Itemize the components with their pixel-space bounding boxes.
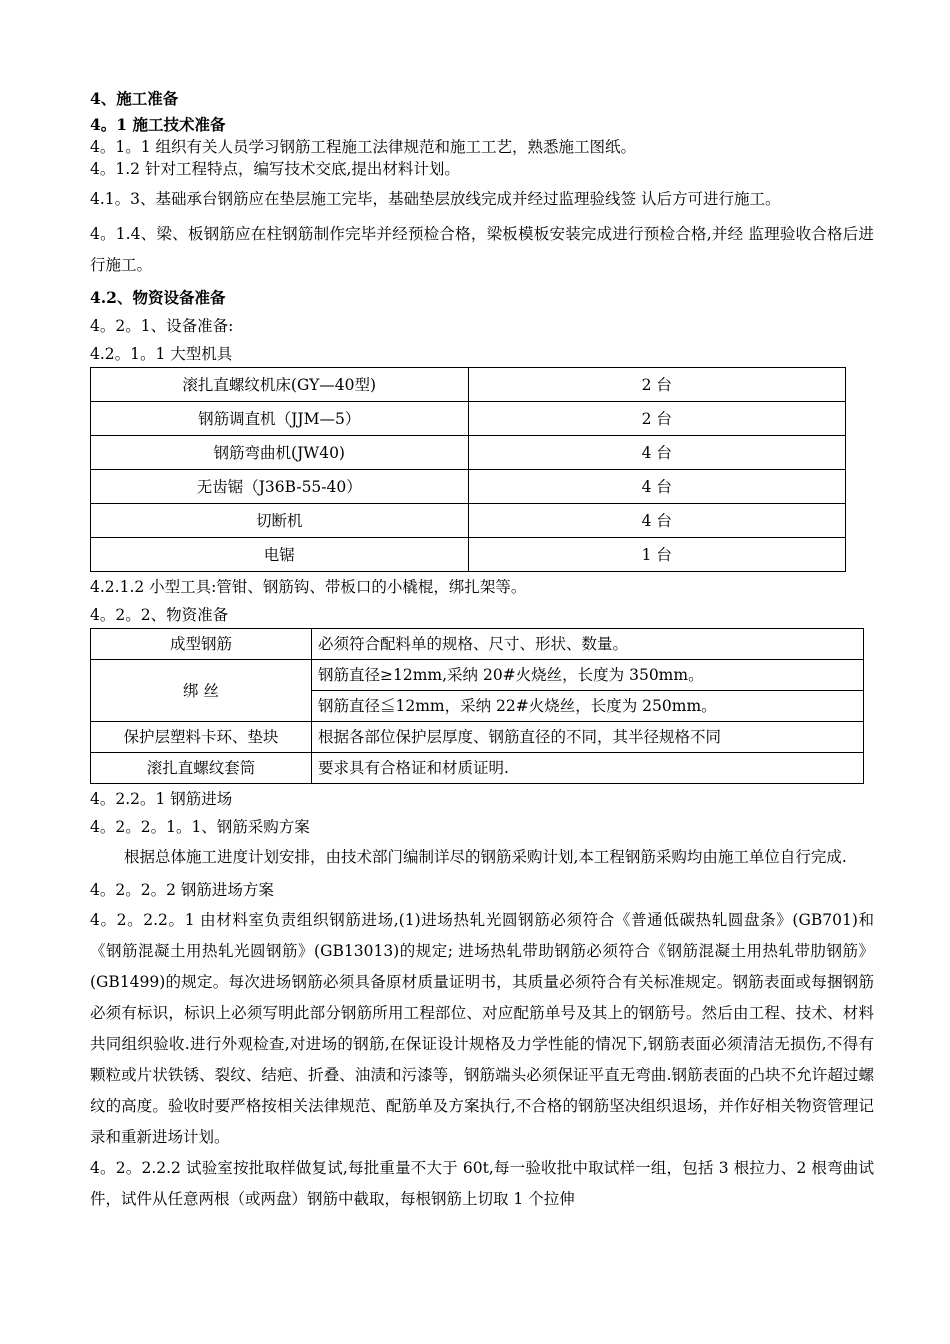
material-desc: 必须符合配料单的规格、尺寸、形状、数量。	[312, 629, 864, 660]
item-4-2-2: 4。2。2、物资准备	[90, 606, 229, 624]
table-row	[91, 753, 864, 784]
item-4-1-1: 4。1。1 组织有关人员学习钢筋工程施工法律规范和施工工艺，熟悉施工图纸。	[90, 138, 637, 156]
item-4-2-1-1: 4.2。1。1 大型机具	[90, 345, 233, 363]
item-4-2-1: 4。2。1、设备准备:	[90, 317, 234, 335]
paragraph-entry-plan: 4。2。2.2。1 由材料室负责组织钢筋进场,(1)进场热轧光圆钢筋必须符合《普通低碳热轧圆盘条》(GB701)和《钢筋混凝土用热轧光圆钢筋》(GB13013)的规定; 进场热轧带助钢筋必须符合《钢筋混凝土用热轧带肋钢筋》(GB1499)的规定。每次进场钢筋必须具备原材质量证明书，其质量必须符合有关标准规定。钢筋表面或每捆钢筋必须有标识，标识上必须写明此部分钢筋所用工程部位、对应配筋单号及其上的钢筋号。然后由工程、技术、材料共同组织验收.进行外观检查,对进场的钢筋,在保证设计规格及力学性能的情况下,钢筋表面必须清洁无损伤,不得有颗粒或片状铁锈、裂纹、结疤、折叠、油渍和污漆等，钢筋端头必须保证平直无弯曲.钢筋表面的凸块不允许超过螺纹的高度。验收时要严格按相关法律规范、配筋单及方案执行,不合格的钢筋坚决组织退场，并作好相关物资管理记录和重新进场计划。	[90, 911, 874, 1146]
material-desc: 钢筋直径≥12mm,采纳 20#火烧丝，长度为 350mm。	[312, 660, 864, 691]
table-row	[91, 368, 846, 402]
equipment-table	[90, 367, 846, 572]
item-4-1-2: 4。1.2 针对工程特点，编写技术交底,提出材料计划。	[90, 160, 460, 178]
equipment-name: 切断机	[91, 504, 469, 538]
item-4-2-2-2: 4。2。2。2 钢筋进场方案	[90, 881, 274, 899]
item-4-1-3: 4.1。3、基础承台钢筋应在垫层施工完毕，基础垫层放线完成并经过监理验线签 认后方可进行施工。	[90, 190, 781, 208]
table-row	[91, 722, 864, 753]
item-4-1-4: 4。1.4、梁、板钢筋应在柱钢筋制作完毕并经预检合格，梁板模板安装完成进行预检合格,并经 监理验收合格后进行施工。	[90, 225, 874, 274]
equipment-qty: 4 台	[468, 504, 846, 538]
table-row	[91, 504, 846, 538]
heading-4-2: 4.2、物资设备准备	[90, 288, 226, 307]
material-desc: 根据各部位保护层厚度、钢筋直径的不同，其半径规格不同	[312, 722, 864, 753]
item-4-2-2-1: 4。2.2。1 钢筋进场	[90, 790, 233, 808]
equipment-qty: 4 台	[468, 470, 846, 504]
document-page	[90, 88, 874, 1215]
table-row	[91, 660, 864, 691]
material-name: 滚扎直螺纹套筒	[91, 753, 312, 784]
material-desc: 要求具有合格证和材质证明.	[312, 753, 864, 784]
paragraph-sampling: 4。2。2.2.2 试验室按批取样做复试,每批重量不大于 60t,每一验收批中取试样一组，包括 3 根拉力、2 根弯曲试件，试件从任意两根（或两盘）钢筋中截取，每根钢筋上切取 1 个拉伸	[90, 1159, 874, 1208]
table-row	[91, 402, 846, 436]
table-row	[91, 436, 846, 470]
paragraph-procurement: 根据总体施工进度计划安排，由技术部门编制详尽的钢筋采购计划,本工程钢筋采购均由施工单位自行完成.	[124, 848, 847, 866]
equipment-name: 无齿锯（J36B-55-40）	[91, 470, 469, 504]
material-name: 绑 丝	[91, 660, 312, 722]
equipment-qty: 2 台	[468, 402, 846, 436]
equipment-qty: 2 台	[468, 368, 846, 402]
materials-table	[90, 628, 864, 784]
item-4-2-2-1-1: 4。2。2。1。1、钢筋采购方案	[90, 818, 310, 836]
heading-4-1: 4。1 施工技术准备	[90, 115, 226, 134]
equipment-qty: 4 台	[468, 436, 846, 470]
material-name: 保护层塑料卡环、垫块	[91, 722, 312, 753]
table-row	[91, 470, 846, 504]
material-name: 成型钢筋	[91, 629, 312, 660]
equipment-name: 滚扎直螺纹机床(GY—40型)	[91, 368, 469, 402]
item-4-2-1-2: 4.2.1.2 小型工具:管钳、钢筋钩、带板口的小橇棍，绑扎架等。	[90, 578, 527, 596]
material-desc: 钢筋直径≦12mm，采纳 22#火烧丝，长度为 250mm。	[312, 691, 864, 722]
equipment-name: 电锯	[91, 538, 469, 572]
heading-4: 4、施工准备	[90, 89, 179, 108]
equipment-name: 钢筋调直机（JJM—5）	[91, 402, 469, 436]
equipment-qty: 1 台	[468, 538, 846, 572]
table-row	[91, 538, 846, 572]
table-row	[91, 629, 864, 660]
equipment-name: 钢筋弯曲机(JW40)	[91, 436, 469, 470]
